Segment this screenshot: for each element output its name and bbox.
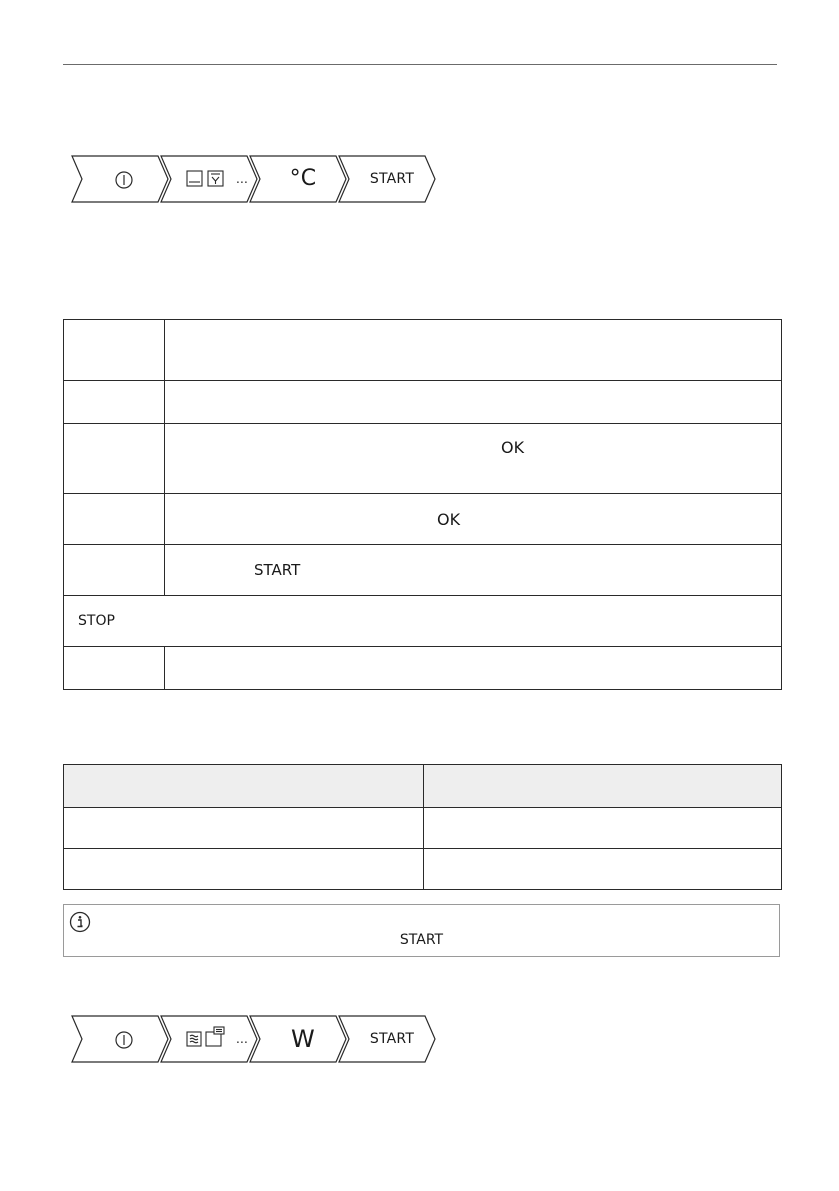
start-label: START — [369, 171, 415, 187]
power-level-label: W — [291, 1025, 315, 1053]
flow-step-1-shape — [72, 1016, 168, 1062]
table-row — [64, 647, 782, 690]
table-header-cell — [424, 765, 782, 808]
oven-flow-ellipsis: ... — [235, 172, 249, 186]
table-row — [64, 381, 782, 424]
table-row — [64, 494, 782, 545]
result-table — [63, 764, 782, 890]
flow-step-1-shape — [72, 156, 168, 202]
step-text: STOP — [64, 596, 782, 647]
table-header-row — [64, 765, 782, 808]
step-text: START — [165, 545, 782, 596]
step-number — [64, 647, 165, 690]
table-row — [64, 320, 782, 381]
header-rule — [63, 64, 777, 65]
step-number — [64, 320, 165, 381]
step-text — [165, 320, 782, 381]
oven-flow — [71, 155, 439, 205]
table-cell — [424, 849, 782, 890]
table-row — [64, 545, 782, 596]
table-row — [64, 849, 782, 890]
table-cell — [424, 808, 782, 849]
microwave-flow-ellipsis: ... — [235, 1032, 249, 1046]
note-text: START — [399, 932, 444, 948]
steps-table — [63, 319, 782, 690]
table-row — [64, 596, 782, 647]
step-number — [64, 381, 165, 424]
table-row — [64, 424, 782, 494]
info-note — [63, 904, 780, 957]
step-text: OK — [165, 424, 782, 494]
temperature-label: °C — [289, 166, 317, 191]
step-number — [64, 494, 165, 545]
step-text — [165, 381, 782, 424]
step-text: OK — [165, 494, 782, 545]
table-cell — [64, 849, 424, 890]
microwave-flow — [71, 1015, 439, 1065]
step-number — [64, 545, 165, 596]
table-header-cell — [64, 765, 424, 808]
step-text — [165, 647, 782, 690]
step-number — [64, 424, 165, 494]
table-cell — [64, 808, 424, 849]
start-label: START — [369, 1031, 415, 1047]
info-icon — [69, 911, 91, 933]
table-row — [64, 808, 782, 849]
